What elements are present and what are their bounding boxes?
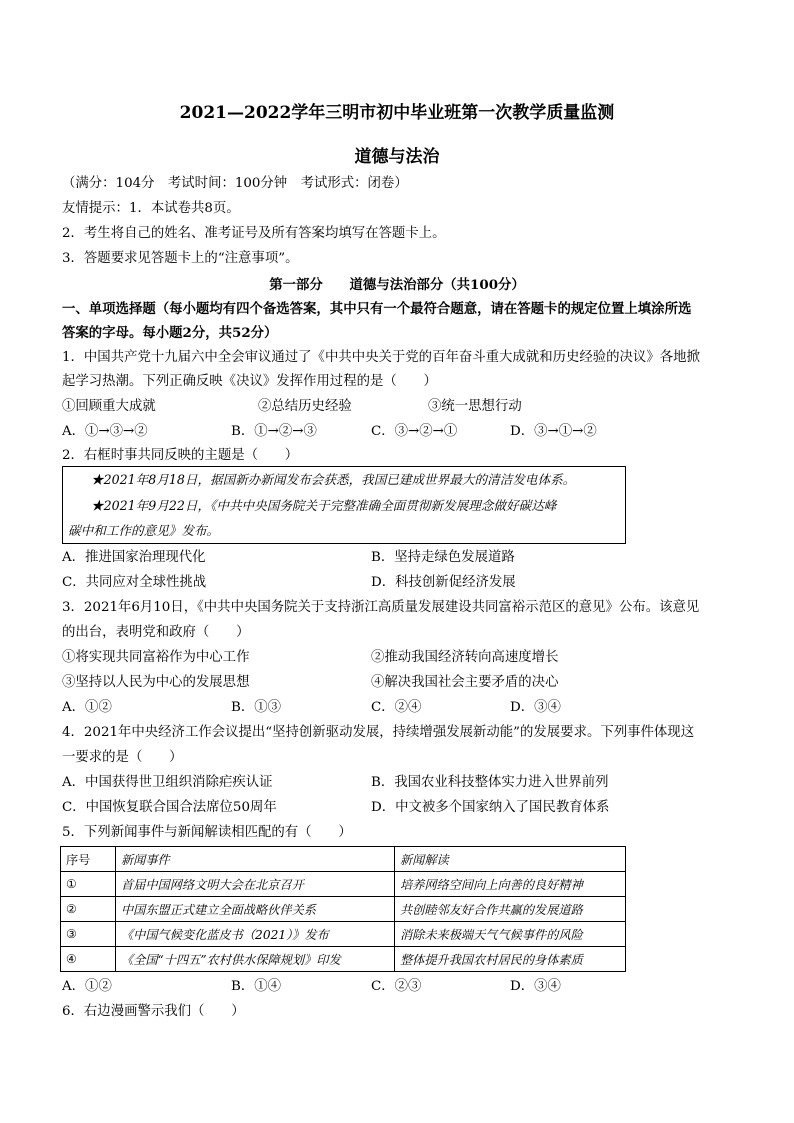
q6-stem: 6．右边漫画警示我们（ ） [62, 1004, 245, 1019]
header-index: 序号 [61, 847, 116, 872]
row-event: 中国东盟正式建立全面战略伙伴关系 [116, 897, 395, 922]
q1-stem-line2: 起学习热潮。下列正确反映《决议》发挥作用过程的是（ ） [62, 374, 437, 389]
table-header-row [61, 847, 626, 872]
q3-item-2: ②推动我国经济转向高速度增长 [371, 650, 559, 665]
row-index: ③ [61, 922, 116, 947]
row-event: 首届中国网络文明大会在北京召开 [116, 872, 395, 897]
tip-2: 2．考生将自己的姓名、准考证号及所有答案均填写在答题卡上。 [62, 226, 446, 241]
q1-option-b: B．①→②→③ [231, 424, 317, 439]
table-row [61, 872, 626, 897]
tip-1: 友情提示：1．本试卷共8页。 [62, 201, 240, 216]
row-interpretation: 培养网络空间向上向善的良好精神 [395, 872, 626, 897]
q1-option-d: D．③→①→② [510, 424, 597, 439]
header-interpretation: 新闻解读 [395, 847, 626, 872]
q1-option-a: A．①→③→② [62, 424, 148, 439]
exam-title: 2021—2022学年三明市初中毕业班第一次教学质量监测 [179, 103, 615, 123]
row-event: 《中国气候变化蓝皮书（2021）》发布 [116, 922, 395, 947]
q5-stem: 5．下列新闻事件与新闻解读相匹配的有（ ） [62, 825, 352, 840]
q1-item-3: ③统一思想行动 [428, 399, 522, 414]
q4-option-d: D．中文被多个国家纳入了国民教育体系 [371, 800, 610, 815]
q2-option-c: C．共同应对全球性挑战 [62, 575, 207, 590]
exam-info: （满分：104分 考试时间：100分钟 考试形式：闭卷） [62, 176, 408, 191]
q2-box-line2: ★2021年9月22日，《中共中央国务院关于完整准确全面贯彻新发展理念做好碳达峰 [91, 498, 557, 513]
news-table [60, 846, 626, 972]
q4-option-c: C．中国恢复联合国合法席位50周年 [62, 800, 277, 815]
row-interpretation: 消除未来极端天气气候事件的风险 [395, 922, 626, 947]
q1-option-c: C．③→②→① [371, 424, 458, 439]
q5-option-a: A．①② [62, 979, 112, 994]
q3-stem-line2: 的出台，表明党和政府（ ） [62, 625, 250, 640]
q5-option-c: C．②③ [371, 979, 422, 994]
section-heading-line1: 一、单项选择题（每小题均有四个备选答案，其中只有一个最符合题意，请在答题卡的规定位置上填涂所选 [62, 301, 692, 317]
table-row [61, 922, 626, 947]
q5-option-d: D．③④ [510, 979, 561, 994]
row-event: 《全国“十四五”农村供水保障规划》印发 [116, 947, 395, 972]
q3-item-1: ①将实现共同富裕作为中心工作 [62, 650, 250, 665]
subject-title: 道德与法治 [354, 147, 440, 167]
q3-option-d: D．③④ [510, 700, 561, 715]
q5-option-b: B．①④ [231, 979, 282, 994]
header-event: 新闻事件 [116, 847, 395, 872]
section-heading-line2: 答案的字母。每小题2分，共52分） [62, 325, 278, 341]
q2-option-a: A．推进国家治理现代化 [62, 550, 206, 565]
row-index: ① [61, 872, 116, 897]
q2-box-line1: ★2021年8月18日，据国新办新闻发布会获悉，我国已建成世界最大的清洁发电体系。 [91, 472, 576, 487]
q2-news-box [62, 466, 626, 544]
q1-item-2: ②总结历史经验 [258, 399, 352, 414]
row-interpretation: 共创睦邻友好合作共赢的发展道路 [395, 897, 626, 922]
q4-option-b: B．我国农业科技整体实力进入世界前列 [371, 775, 609, 790]
row-interpretation: 整体提升我国农村居民的身体素质 [395, 947, 626, 972]
q3-stem-line1: 3．2021年6月10日，《中共中央国务院关于支持浙江高质量发展建设共同富裕示范区的意见》公布。该意见 [62, 600, 700, 615]
q2-option-d: D．科技创新促经济发展 [371, 575, 516, 590]
q2-stem: 2．右框时事共同反映的主题是（ ） [62, 448, 299, 463]
q3-option-b: B．①③ [231, 700, 282, 715]
tip-3: 3．答题要求见答题卡上的“注意事项”。 [62, 251, 299, 266]
table-row [61, 897, 626, 922]
q3-option-c: C．②④ [371, 700, 422, 715]
q3-item-3: ③坚持以人民为中心的发展思想 [62, 675, 250, 690]
q4-option-a: A．中国获得世卫组织消除疟疾认证 [62, 775, 273, 790]
q1-item-1: ①回顾重大成就 [62, 399, 156, 414]
q4-stem-line2: 一要求的是（ ） [62, 750, 183, 765]
row-index: ④ [61, 947, 116, 972]
q4-stem-line1: 4．2021年中央经济工作会议提出“坚持创新驱动发展，持续增强发展新动能”的发展要求。下列事件体现这 [62, 725, 695, 740]
q3-option-a: A．①② [62, 700, 112, 715]
q3-item-4: ④解决我国社会主要矛盾的决心 [371, 675, 559, 690]
q2-option-b: B．坚持走绿色发展道路 [371, 550, 515, 565]
row-index: ② [61, 897, 116, 922]
q1-stem-line1: 1．中国共产党十九届六中全会审议通过了《中共中央关于党的百年奋斗重大成就和历史经验的决议》各地掀 [62, 350, 700, 365]
table-row [61, 947, 626, 972]
q2-box-line3: 碳中和工作的意见》发布。 [68, 523, 220, 538]
part-heading: 第一部分 道德与法治部分（共100分） [269, 277, 525, 293]
